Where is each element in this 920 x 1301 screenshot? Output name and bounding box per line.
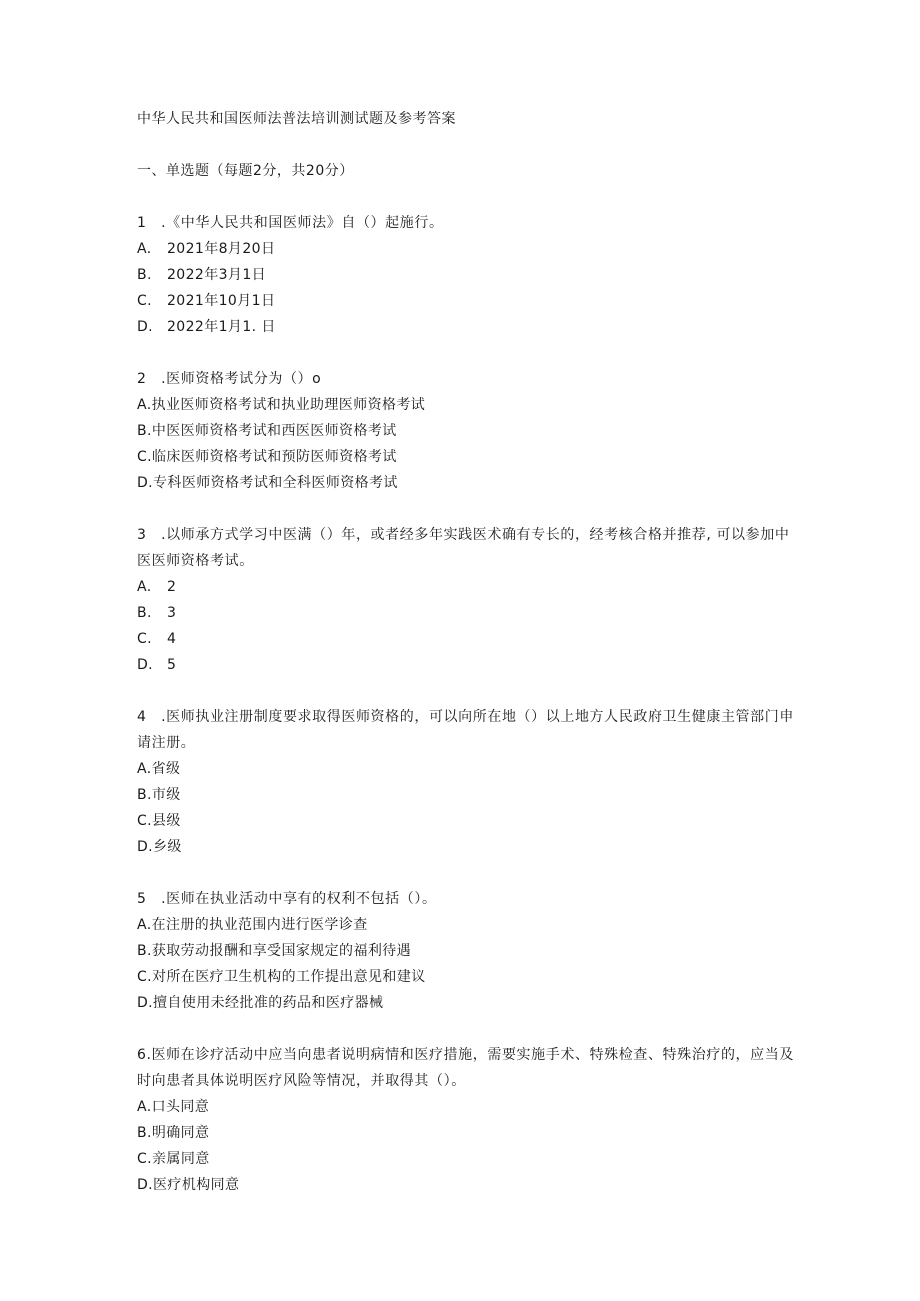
option-text: 专科医师资格考试和全科医师资格考试	[153, 475, 398, 491]
question-stem: 4 .医师执业注册制度要求取得医师资格的，可以向所在地（）以上地方人民政府卫生健康主管部门申请注册。	[137, 709, 794, 751]
option-letter: C.	[137, 293, 153, 309]
answer-option	[137, 288, 797, 314]
option-text: 县级	[152, 813, 181, 829]
option-letter: B.	[137, 787, 152, 803]
option-text: 2022年1月1. 日	[167, 319, 276, 335]
option-text: 中医医师资格考试和西医医师资格考试	[151, 423, 397, 439]
option-letter: D.	[137, 319, 154, 335]
answer-option	[137, 834, 797, 860]
option-text: 在注册的执业范围内进行医学诊查	[151, 917, 368, 933]
option-text: 2	[167, 579, 177, 595]
option-text: 对所在医疗卫生机构的工作提出意见和建议	[152, 969, 426, 985]
option-letter: A.	[137, 397, 152, 413]
answer-option	[137, 262, 797, 288]
option-text: 明确同意	[151, 1125, 210, 1141]
option-letter: C.	[137, 631, 153, 647]
answer-option	[137, 964, 797, 990]
question-stem: 1 .《中华人民共和国医师法》自（）起施行。	[137, 215, 444, 231]
option-letter: A.	[137, 761, 152, 777]
option-text: 获取劳动报酬和享受国家规定的福利待遇	[151, 943, 412, 959]
answer-option	[137, 808, 797, 834]
option-text: 3	[167, 605, 177, 621]
option-list	[137, 1094, 797, 1198]
option-letter: A.	[137, 579, 152, 595]
answer-option	[137, 756, 797, 782]
option-letter: D.	[137, 475, 154, 491]
answer-option	[137, 912, 797, 938]
option-text: 乡级	[153, 839, 182, 855]
option-letter: B.	[137, 943, 152, 959]
answer-option	[137, 236, 797, 262]
option-text: 2021年8月20日	[167, 241, 276, 257]
answer-option	[137, 626, 797, 652]
question-block	[137, 1042, 797, 1198]
option-text: 擅自使用未经批准的药品和医疗器械	[153, 995, 384, 1011]
option-letter: D.	[137, 839, 154, 855]
answer-option	[137, 444, 797, 470]
answer-option	[137, 574, 797, 600]
option-list	[137, 912, 797, 1016]
option-letter: D.	[137, 657, 154, 673]
answer-option	[137, 938, 797, 964]
question-block	[137, 210, 797, 340]
answer-option	[137, 418, 797, 444]
option-letter: A.	[137, 917, 152, 933]
question-stem: 5 .医师在执业活动中享有的权利不包括（）。	[137, 891, 437, 907]
answer-option	[137, 600, 797, 626]
option-letter: D.	[137, 1177, 154, 1193]
question-list	[137, 210, 797, 1198]
question-block	[137, 366, 797, 496]
option-text: 4	[167, 631, 177, 647]
answer-option	[137, 392, 797, 418]
option-list	[137, 756, 797, 860]
question-stem: 6.医师在诊疗活动中应当向患者说明病情和医疗措施，需要实施手术、特殊检查、特殊治疗的，应当及时向患者具体说明医疗风险等情况，并取得其（）。	[137, 1047, 794, 1089]
section-heading: 一、单选题（每题2分，共20分）	[137, 163, 354, 179]
answer-option	[137, 470, 797, 496]
answer-option	[137, 1172, 797, 1198]
option-text: 2021年10月1日	[167, 293, 276, 309]
option-letter: B.	[137, 605, 152, 621]
option-letter: A.	[137, 241, 152, 257]
option-text: 亲属同意	[152, 1151, 210, 1167]
answer-option	[137, 1120, 797, 1146]
answer-option	[137, 1146, 797, 1172]
option-text: 医疗机构同意	[153, 1177, 240, 1193]
question-stem: 2 .医师资格考试分为（）o	[137, 371, 322, 387]
answer-option	[137, 1094, 797, 1120]
question-block	[137, 886, 797, 1016]
question-stem: 3 .以师承方式学习中医满（）年，或者经多年实践医术确有专长的，经考核合格并推荐, 可以参加中医医师资格考试。	[137, 527, 790, 569]
document-title: 中华人民共和国医师法普法培训测试题及参考答案	[137, 111, 456, 127]
option-text: 临床医师资格考试和预防医师资格考试	[152, 449, 397, 465]
option-text: 省级	[151, 761, 181, 777]
answer-option	[137, 782, 797, 808]
option-letter: B.	[137, 267, 152, 283]
option-text: 2022年3月1日	[167, 267, 267, 283]
option-list	[137, 392, 797, 496]
document-content	[137, 106, 797, 1224]
question-block	[137, 522, 797, 678]
option-letter: C.	[137, 813, 153, 829]
option-list	[137, 574, 797, 678]
option-list	[137, 236, 797, 340]
option-text: 执业医师资格考试和执业助理医师资格考试	[151, 397, 426, 413]
option-text: 5	[167, 657, 177, 673]
option-text: 市级	[151, 787, 181, 803]
answer-option	[137, 314, 797, 340]
option-letter: C.	[137, 449, 153, 465]
option-letter: A.	[137, 1099, 152, 1115]
option-text: 口头同意	[151, 1099, 210, 1115]
option-letter: D.	[137, 995, 154, 1011]
option-letter: B.	[137, 423, 152, 439]
question-block	[137, 704, 797, 860]
answer-option	[137, 990, 797, 1016]
option-letter: C.	[137, 1151, 153, 1167]
option-letter: B.	[137, 1125, 152, 1141]
answer-option	[137, 652, 797, 678]
option-letter: C.	[137, 969, 153, 985]
